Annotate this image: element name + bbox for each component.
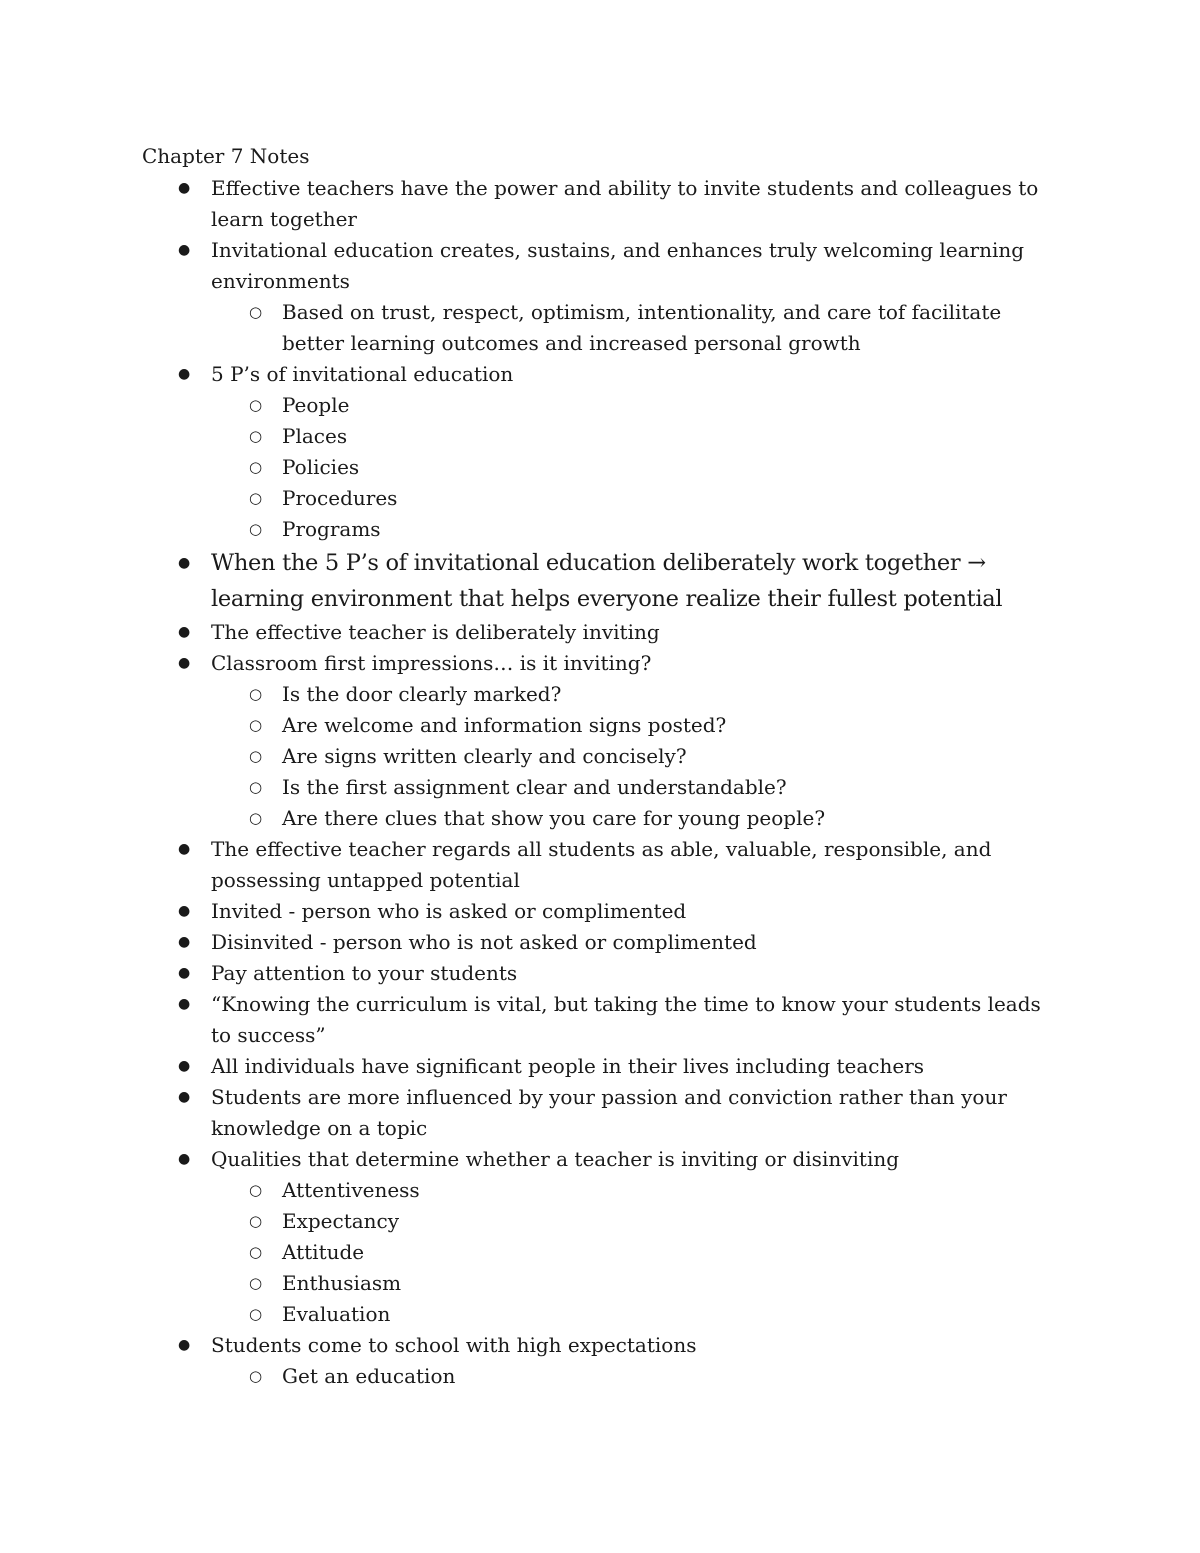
circle-bullet-icon: ○ (249, 303, 263, 321)
sub-item (211, 1206, 1060, 1237)
note-text: “Knowing the curriculum is vital, but taking the time to know your students leads to success” (211, 992, 1041, 1047)
sub-item (211, 1268, 1060, 1299)
sub-list (211, 1175, 1060, 1330)
sub-item (211, 421, 1060, 452)
bullet-icon: ● (178, 1337, 191, 1353)
sub-item-text: Are signs written clearly and concisely? (282, 744, 687, 768)
sub-item-text: Is the first assignment clear and understandable? (282, 775, 787, 799)
bullet-icon: ● (178, 624, 191, 640)
note-text: Invitational education creates, sustains, and enhances truly welcoming learning environments (211, 238, 1025, 293)
bullet-icon: ● (178, 1151, 191, 1167)
note-text: Students are more influenced by your passion and conviction rather than your knowledge on a topic (211, 1085, 1007, 1140)
bullet-icon: ● (178, 655, 191, 671)
sub-item (211, 390, 1060, 421)
sub-item (211, 1361, 1060, 1392)
sub-item (211, 741, 1060, 772)
sub-item (211, 297, 1060, 359)
note-item (0, 989, 1200, 1051)
sub-item (211, 452, 1060, 483)
bullet-icon: ● (178, 841, 191, 857)
sub-item-text: Policies (282, 455, 360, 479)
bullet-icon: ● (178, 180, 191, 196)
note-item (0, 173, 1200, 235)
circle-bullet-icon: ○ (249, 458, 263, 476)
note-text: Effective teachers have the power and ability to invite students and colleagues to learn together (211, 176, 1039, 231)
sub-item (211, 679, 1060, 710)
sub-item-text: Enthusiasm (282, 1271, 402, 1295)
bullet-icon: ● (178, 366, 191, 382)
sub-item (211, 803, 1060, 834)
note-text: Invited - person who is asked or complimented (211, 899, 687, 923)
sub-item (211, 1299, 1060, 1330)
sub-item (211, 483, 1060, 514)
note-item (0, 545, 1200, 617)
bullet-icon: ● (178, 965, 191, 981)
sub-item-text: Are welcome and information signs posted? (282, 713, 727, 737)
page-title: Chapter 7 Notes (142, 144, 310, 168)
sub-item (211, 1237, 1060, 1268)
note-item (0, 235, 1200, 359)
sub-list (211, 1361, 1060, 1392)
sub-item (211, 710, 1060, 741)
circle-bullet-icon: ○ (249, 1181, 263, 1199)
sub-item-text: People (282, 393, 350, 417)
notes-list (0, 173, 1200, 1392)
note-text: Qualities that determine whether a teacher is inviting or disinviting (211, 1147, 900, 1171)
note-text: All individuals have significant people in their lives including teachers (211, 1054, 925, 1078)
note-item (0, 617, 1200, 648)
note-text: The effective teacher regards all students as able, valuable, responsible, and possessing untapped potential (211, 837, 992, 892)
circle-bullet-icon: ○ (249, 1305, 263, 1323)
sub-item-text: Attentiveness (282, 1178, 420, 1202)
note-text: Classroom first impressions… is it inviting? (211, 651, 652, 675)
circle-bullet-icon: ○ (249, 1243, 263, 1261)
circle-bullet-icon: ○ (249, 1212, 263, 1230)
bullet-icon: ● (178, 555, 190, 571)
note-text: Pay attention to your students (211, 961, 518, 985)
circle-bullet-icon: ○ (249, 396, 263, 414)
circle-bullet-icon: ○ (249, 489, 263, 507)
note-item (0, 958, 1200, 989)
bullet-icon: ● (178, 934, 191, 950)
note-text: When the 5 P’s of invitational education deliberately work together → learning environment that helps everyone realize their fullest potential (211, 550, 1003, 612)
bullet-icon: ● (178, 903, 191, 919)
sub-item-text: Attitude (282, 1240, 365, 1264)
bullet-icon: ● (178, 1058, 191, 1074)
note-text: The effective teacher is deliberately inviting (211, 620, 660, 644)
sub-item (211, 514, 1060, 545)
sub-list (211, 390, 1060, 545)
bullet-icon: ● (178, 242, 191, 258)
note-text: 5 P’s of invitational education (211, 362, 514, 386)
sub-item-text: Programs (282, 517, 381, 541)
note-item (0, 1082, 1200, 1144)
note-item (0, 927, 1200, 958)
bullet-icon: ● (178, 996, 191, 1012)
circle-bullet-icon: ○ (249, 1367, 263, 1385)
circle-bullet-icon: ○ (249, 427, 263, 445)
sub-item-text: Procedures (282, 486, 398, 510)
note-item (0, 896, 1200, 927)
sub-item-text: Evaluation (282, 1302, 391, 1326)
sub-item (211, 772, 1060, 803)
sub-list (211, 679, 1060, 834)
sub-item-text: Are there clues that show you care for young people? (282, 806, 826, 830)
bullet-icon: ● (178, 1089, 191, 1105)
circle-bullet-icon: ○ (249, 778, 263, 796)
note-item (0, 1144, 1200, 1330)
circle-bullet-icon: ○ (249, 716, 263, 734)
note-item (0, 834, 1200, 896)
circle-bullet-icon: ○ (249, 809, 263, 827)
sub-item-text: Places (282, 424, 348, 448)
note-item (0, 1051, 1200, 1082)
sub-item-text: Is the door clearly marked? (282, 682, 562, 706)
sub-item-text: Expectancy (282, 1209, 400, 1233)
sub-item-text: Get an education (282, 1364, 456, 1388)
note-item (0, 648, 1200, 834)
sub-item-text: Based on trust, respect, optimism, intentionality, and care tof facilitate better learning outcomes and increased personal growth (282, 300, 1002, 355)
circle-bullet-icon: ○ (249, 747, 263, 765)
circle-bullet-icon: ○ (249, 685, 263, 703)
sub-item (211, 1175, 1060, 1206)
circle-bullet-icon: ○ (249, 520, 263, 538)
note-item (0, 1330, 1200, 1392)
note-item (0, 359, 1200, 545)
circle-bullet-icon: ○ (249, 1274, 263, 1292)
sub-list (211, 297, 1060, 359)
note-text: Disinvited - person who is not asked or complimented (211, 930, 757, 954)
note-text: Students come to school with high expectations (211, 1333, 697, 1357)
